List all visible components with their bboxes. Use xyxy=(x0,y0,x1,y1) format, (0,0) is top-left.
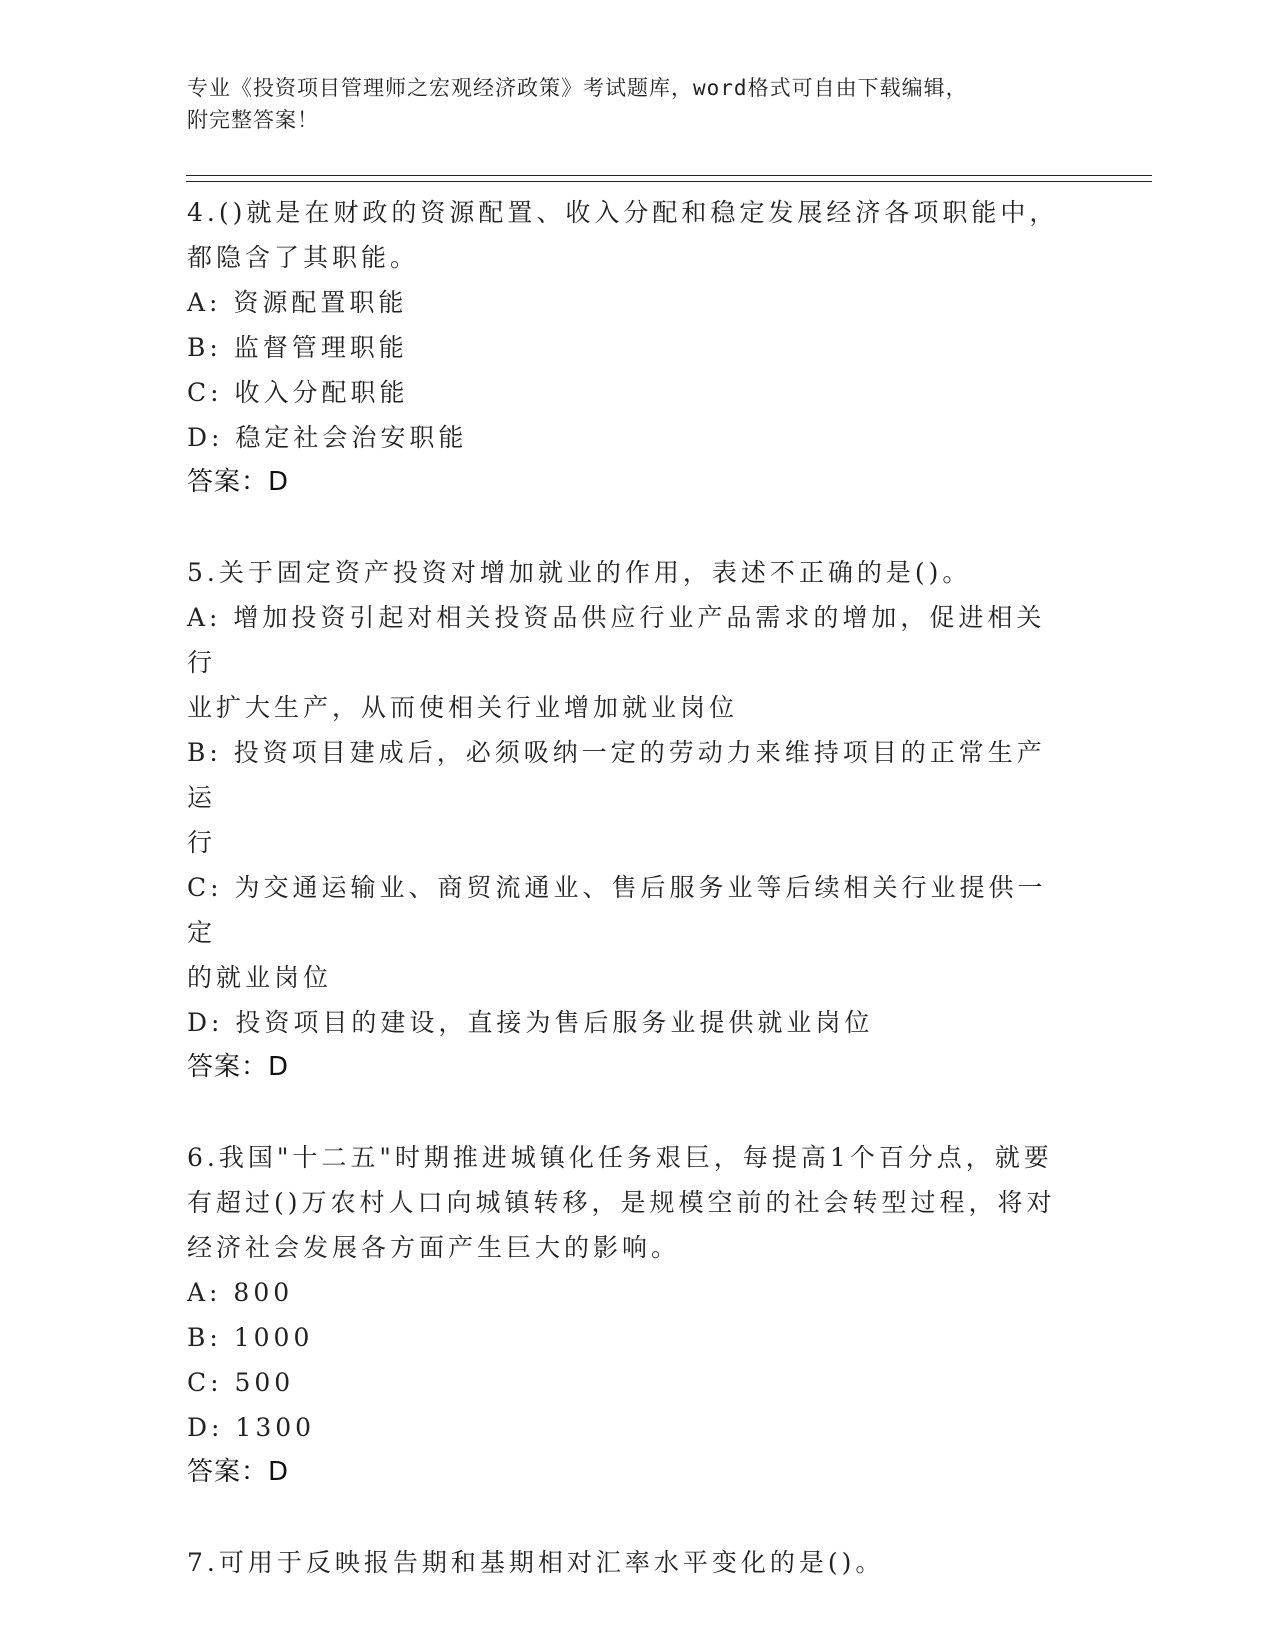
answer-key: 答案：D xyxy=(187,1052,290,1082)
question-stem-line: 都隐含了其职能。 xyxy=(187,243,420,272)
header-divider-top xyxy=(186,175,1152,176)
question-stem-line: 7.可用于反映报告期和基期相对汇率水平变化的是()。 xyxy=(187,1548,885,1577)
answer-option-line: A: 增加投资引起对相关投资品供应行业产品需求的增加，促进相关行 xyxy=(187,603,1046,677)
question-stem-line: 有超过()万农村人口向城镇转移，是规模空前的社会转型过程，将对 xyxy=(187,1188,1056,1217)
answer-option-line: 的就业岗位 xyxy=(187,963,333,992)
answer-option-line: 业扩大生产，从而使相关行业增加就业岗位 xyxy=(187,693,739,722)
answer-option-line: A: 800 xyxy=(187,1278,294,1307)
answer-option-line: B: 监督管理职能 xyxy=(187,333,408,362)
question-block xyxy=(187,1540,1067,1585)
question-stem-line: 经济社会发展各方面产生巨大的影响。 xyxy=(187,1233,681,1262)
document-header xyxy=(187,72,1067,136)
header-line-2: 附完整答案！ xyxy=(187,108,319,132)
question-stem-line: 5.关于固定资产投资对增加就业的作用，表述不正确的是()。 xyxy=(187,558,972,587)
answer-option-line: B: 投资项目建成后，必须吸纳一定的劳动力来维持项目的正常生产运 xyxy=(187,738,1046,812)
question-stem-line: 6.我国"十二五"时期推进城镇化任务艰巨，每提高1个百分点，就要 xyxy=(187,1143,1053,1172)
question-spacer xyxy=(187,505,1067,550)
answer-option-line: A: 资源配置职能 xyxy=(187,288,408,317)
answer-option-line: C: 收入分配职能 xyxy=(187,378,409,407)
question-list xyxy=(187,190,1067,1585)
question-block xyxy=(187,190,1067,505)
answer-option-line: D: 稳定社会治安职能 xyxy=(187,423,468,452)
answer-key: 答案：D xyxy=(187,467,290,497)
answer-option-line: D: 投资项目的建设，直接为售后服务业提供就业岗位 xyxy=(187,1008,874,1037)
header-divider-bottom xyxy=(186,181,1152,182)
header-line-1: 专业《投资项目管理师之宏观经济政策》考试题库，word格式可自由下载编辑， xyxy=(187,76,968,100)
answer-option-line: C: 为交通运输业、商贸流通业、售后服务业等后续相关行业提供一定 xyxy=(187,873,1047,947)
answer-key: 答案：D xyxy=(187,1457,290,1487)
answer-option-line: 行 xyxy=(187,828,217,857)
answer-option-line: B: 1000 xyxy=(187,1323,314,1352)
answer-option-line: C: 500 xyxy=(187,1368,295,1397)
question-block xyxy=(187,550,1067,1090)
answer-option-line: D: 1300 xyxy=(187,1413,316,1442)
question-spacer xyxy=(187,1090,1067,1135)
question-spacer xyxy=(187,1495,1067,1540)
question-stem-line: 4.()就是在财政的资源配置、收入分配和稳定发展经济各项职能中， xyxy=(187,198,1059,227)
question-block xyxy=(187,1135,1067,1495)
